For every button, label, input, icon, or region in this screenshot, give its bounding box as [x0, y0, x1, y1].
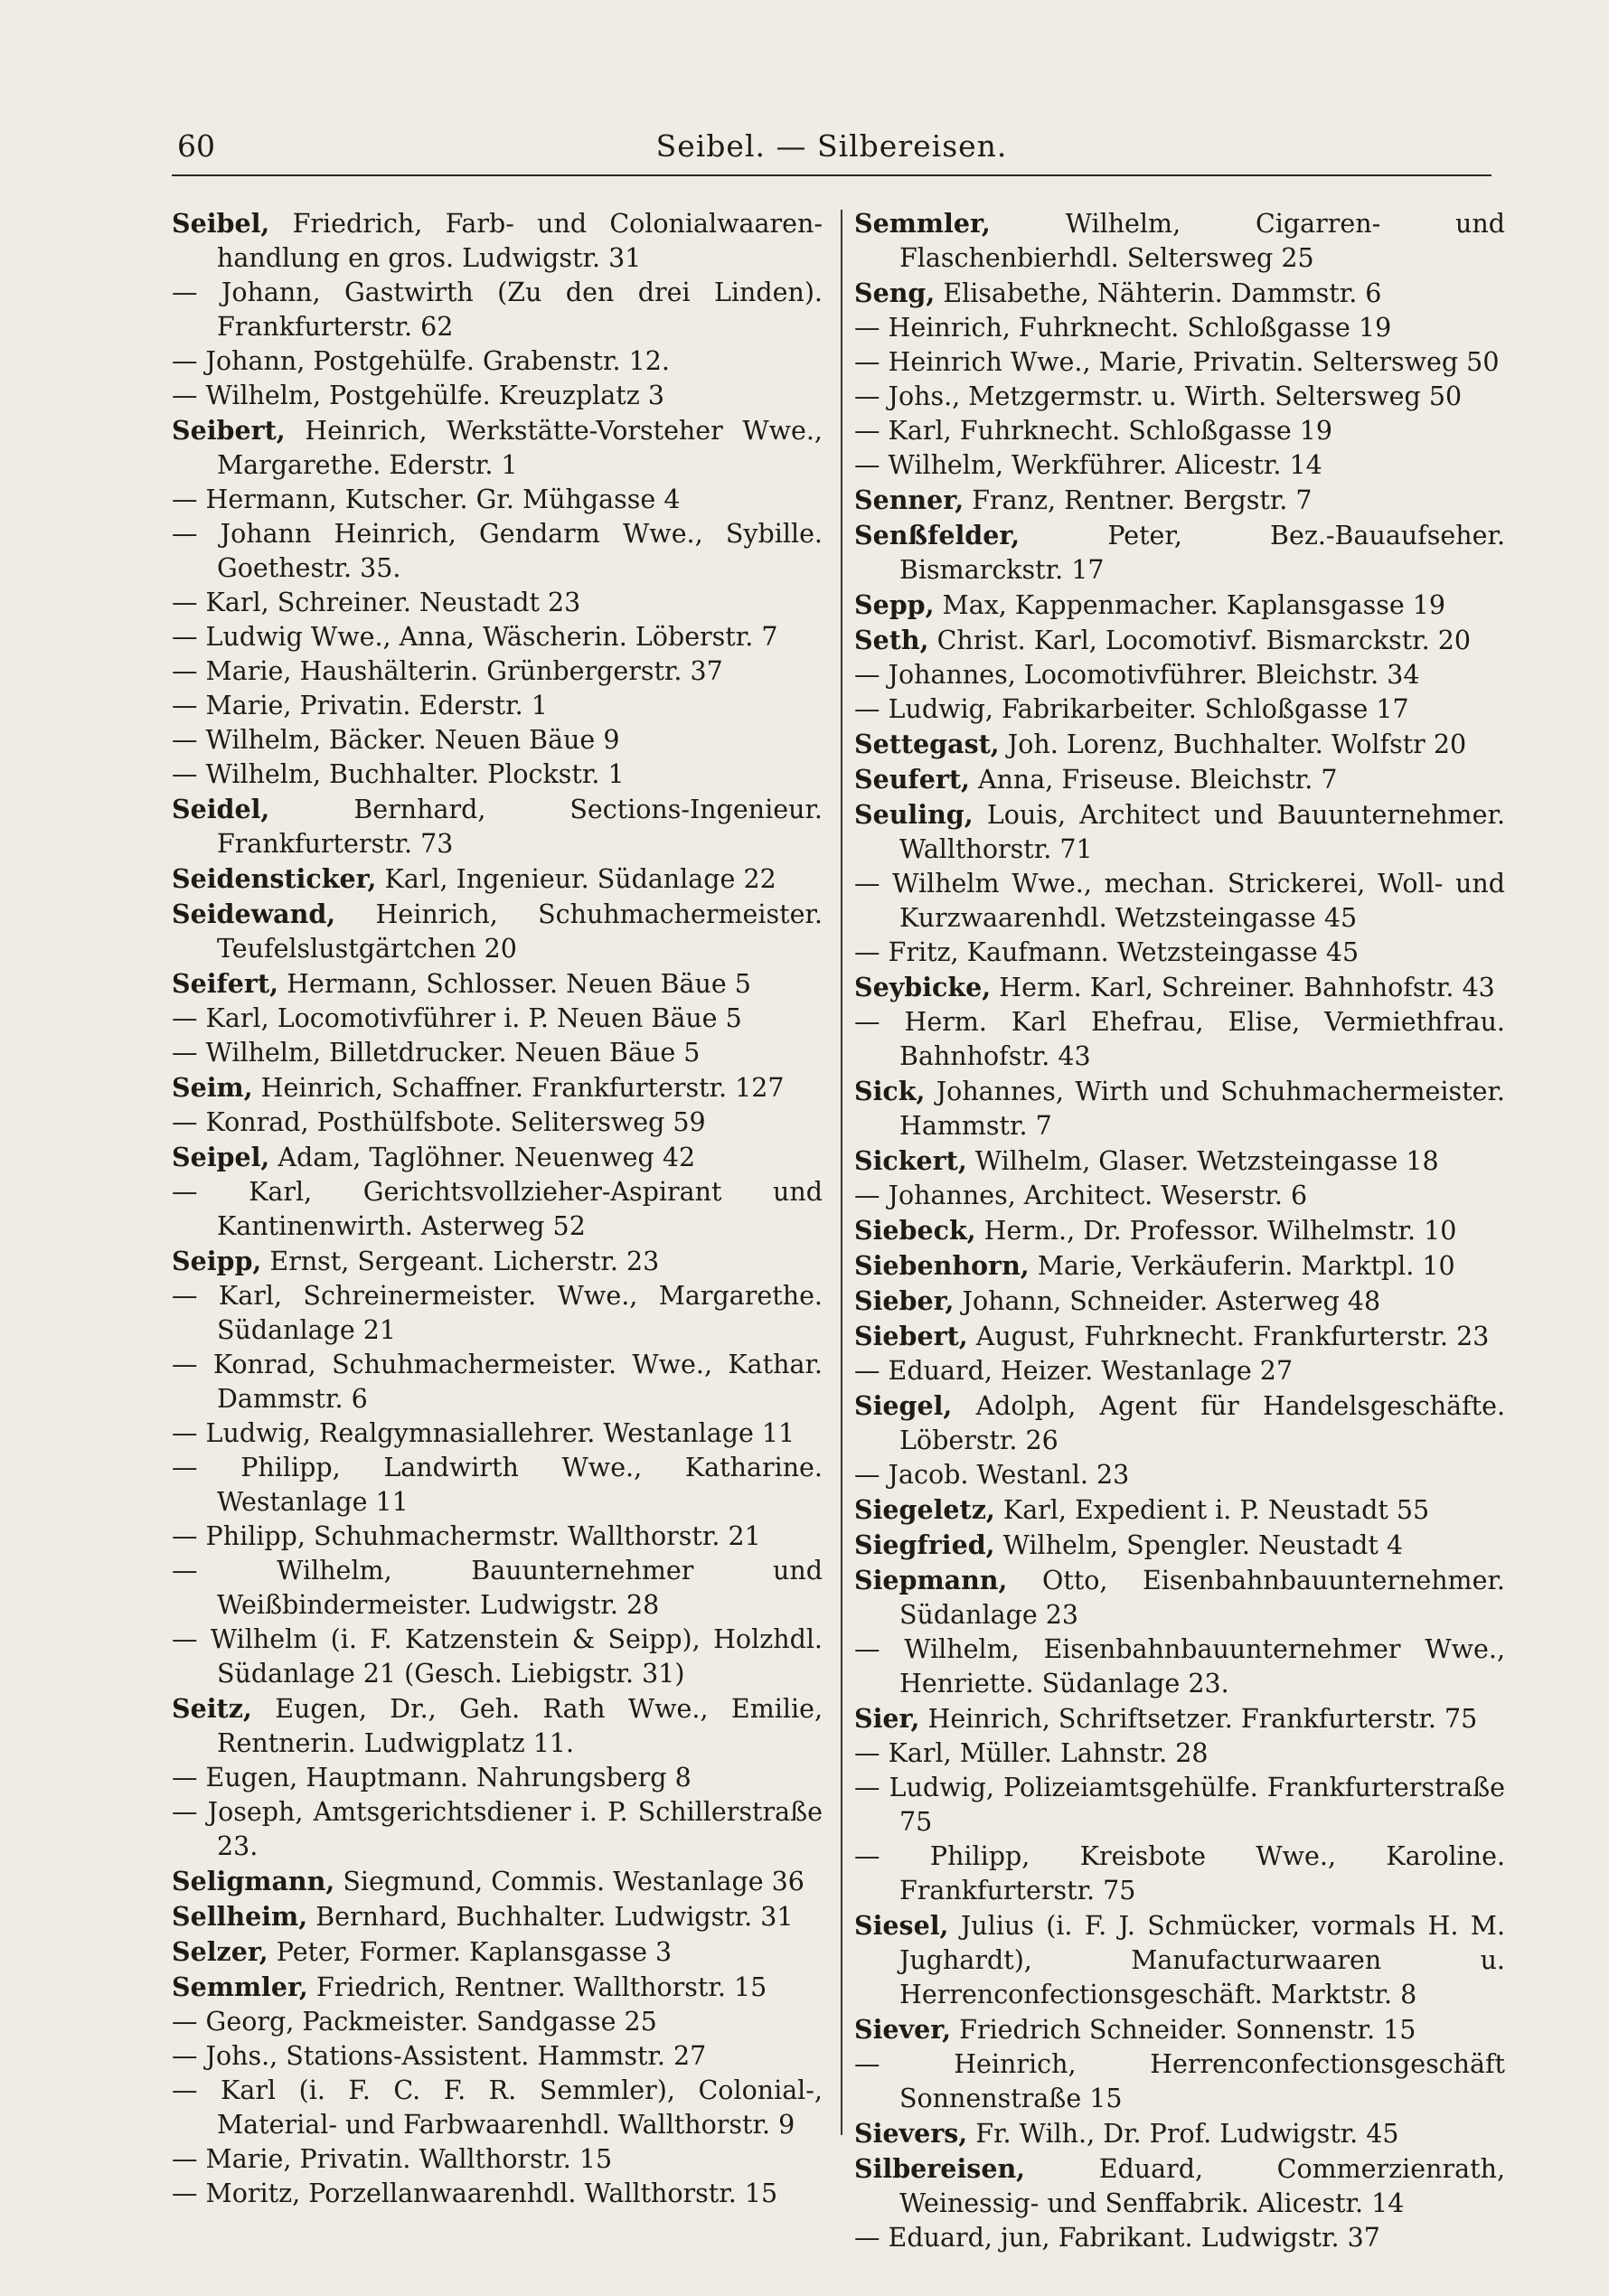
entry-text: — Karl, Gerichtsvollzieher-Aspirant und Kantinenwirth. Asterweg 52 [172, 1177, 823, 1241]
directory-entry [854, 1388, 1505, 1458]
directory-entry [854, 1736, 1505, 1771]
entry-surname: Semmler, [854, 208, 991, 239]
directory-entry [854, 762, 1505, 797]
entry-surname: Selzer, [172, 1936, 268, 1967]
entry-surname: Senner, [854, 485, 964, 515]
directory-entry [854, 1701, 1505, 1736]
entry-text: — Heinrich, Fuhrknecht. Schloßgasse 19 [854, 313, 1392, 343]
directory-entry [854, 692, 1505, 727]
entry-surname: Seipp, [172, 1246, 262, 1276]
entry-surname: Siesel, [854, 1910, 949, 1941]
directory-entry [172, 654, 823, 689]
entry-text: — Johann, Postgehülfe. Grabenstr. 12. [172, 346, 670, 376]
entry-surname: Seidewand, [172, 899, 336, 929]
entry-text: — Karl, Schreinermeister. Wwe., Margarethe. Südanlage 21 [172, 1281, 823, 1345]
directory-entry [854, 658, 1505, 692]
entry-surname: Seligmann, [172, 1866, 335, 1896]
directory-entry [172, 1970, 823, 2005]
entry-text: — Wilhelm Wwe., mechan. Strickerei, Woll- und Kurzwaarenhdl. Wetzsteingasse 45 [854, 869, 1505, 933]
entry-text: Joh. Lorenz, Buchhalter. Wolfstr 20 [999, 729, 1467, 759]
entry-surname: Seibert, [172, 415, 286, 446]
entry-text: — Jacob. Westanl. 23 [854, 1460, 1130, 1490]
directory-entry [854, 1213, 1505, 1248]
entry-text: — Konrad, Schuhmachermeister. Wwe., Kathar. Dammstr. 6 [172, 1350, 823, 1414]
entry-surname: Sier, [854, 1703, 920, 1734]
entry-surname: Seufert, [854, 764, 970, 795]
directory-entry [854, 518, 1505, 588]
entry-text: — Karl, Müller. Lahnstr. 28 [854, 1738, 1209, 1768]
directory-entry [172, 206, 823, 276]
entry-text: Heinrich, Schuhmachermeister. Teufelslustgärtchen 20 [217, 899, 823, 964]
directory-entry [172, 1520, 823, 1554]
entry-text: Otto, Eisenbahnbauunternehmer. Südanlage 23 [899, 1566, 1505, 1630]
entry-text: — Karl, Schreiner. Neustadt 23 [172, 588, 581, 617]
entry-surname: Seipel, [172, 1142, 270, 1172]
directory-entry [854, 414, 1505, 448]
entry-surname: Siegel, [854, 1390, 953, 1421]
entry-surname: Sick, [854, 1076, 926, 1106]
directory-entry [854, 380, 1505, 414]
entry-text: — Heinrich, Herrenconfectionsgeschäft Sonnenstraße 15 [854, 2049, 1505, 2113]
directory-entry [172, 1761, 823, 1795]
entry-text: Johann, Schneider. Asterweg 48 [954, 1286, 1381, 1316]
entry-text: — Johs., Stations-Assistent. Hammstr. 27 [172, 2041, 707, 2071]
entry-surname: Seuling, [854, 799, 974, 830]
entry-text: Marie, Verkäuferin. Marktpl. 10 [1029, 1251, 1455, 1281]
entry-text: Eugen, Dr., Geh. Rath Wwe., Emilie, Rentnerin. Ludwigplatz 11. [217, 1694, 823, 1758]
entry-text: Adolph, Agent für Handelsgeschäfte. Löberstr. 26 [899, 1391, 1505, 1455]
entry-text: — Moritz, Porzellanwaarenhdl. Wallthorstr. 15 [172, 2178, 778, 2208]
entry-text: Herm. Karl, Schreiner. Bahnhofstr. 43 [991, 973, 1495, 1002]
directory-entry [172, 792, 823, 861]
directory-entry [172, 897, 823, 966]
entry-surname: Siegeletz, [854, 1494, 995, 1525]
entry-surname: Seitz, [172, 1693, 252, 1724]
directory-entry [854, 1492, 1505, 1528]
entry-surname: Seibel, [172, 208, 270, 239]
entry-text: — Eduard, jun, Fabrikant. Ludwigstr. 37 [854, 2223, 1380, 2253]
directory-entry [172, 344, 823, 379]
entry-surname: Siebeck, [854, 1215, 976, 1246]
entry-text: Johannes, Wirth und Schuhmachermeister. Hammstr. 7 [899, 1077, 1505, 1141]
entry-surname: Seybicke, [854, 972, 992, 1002]
entry-text: — Joseph, Amtsgerichtsdiener i. P. Schillerstraße 23. [172, 1797, 823, 1861]
entry-surname: Seifert, [172, 968, 279, 999]
entry-text: — Wilhelm, Postgehülfe. Kreuzplatz 3 [172, 381, 664, 410]
entry-text: Friedrich, Rentner. Wallthorstr. 15 [307, 1972, 767, 2002]
entry-surname: Sievers, [854, 2118, 968, 2149]
entry-surname: Sellheim, [172, 1901, 308, 1932]
directory-entry [854, 2047, 1505, 2116]
directory-entry [854, 1908, 1505, 2012]
entry-text: Bernhard, Sections-Ingenieur. Frankfurterstr. 73 [217, 795, 823, 859]
directory-entry [854, 1284, 1505, 1319]
entry-surname: Silbereisen, [854, 2153, 1026, 2184]
directory-entry [854, 448, 1505, 483]
entry-text: Anna, Friseuse. Bleichstr. 7 [969, 765, 1338, 795]
entry-text: — Marie, Privatin. Ederstr. 1 [172, 691, 548, 720]
entry-text: — Karl (i. F. C. F. R. Semmler), Colonial-, Material- und Farbwaarenhdl. Wallthorstr. 9 [172, 2075, 823, 2140]
directory-entry [854, 588, 1505, 623]
directory-entry [854, 1074, 1505, 1143]
directory-entry [854, 1771, 1505, 1840]
entry-text: — Wilhelm, Billetdrucker. Neuen Bäue 5 [172, 1038, 701, 1068]
directory-entry [172, 1554, 823, 1623]
entry-surname: Sepp, [854, 589, 935, 620]
entry-text: — Wilhelm, Bauunternehmer und Weißbindermeister. Ludwigstr. 28 [172, 1556, 823, 1620]
directory-entry [172, 1279, 823, 1348]
entry-text: — Karl, Fuhrknecht. Schloßgasse 19 [854, 416, 1333, 446]
entry-text: — Eugen, Hauptmann. Nahrungsberg 8 [172, 1763, 692, 1793]
entry-text: — Philipp, Landwirth Wwe., Katharine. Westanlage 11 [172, 1453, 823, 1517]
directory-entry [854, 1143, 1505, 1179]
directory-entry [172, 620, 823, 654]
entry-surname: Siepmann, [854, 1565, 1008, 1595]
directory-entry [854, 867, 1505, 936]
entry-surname: Seidensticker, [172, 863, 377, 894]
directory-entry [172, 2039, 823, 2074]
directory-entry [854, 1633, 1505, 1701]
entry-text: Wilhelm, Spengler. Neustadt 4 [994, 1530, 1404, 1560]
directory-entry [854, 970, 1505, 1005]
entry-text: Bernhard, Buchhalter. Ludwigstr. 31 [307, 1902, 794, 1932]
directory-entry [172, 1244, 823, 1279]
directory-entry [854, 797, 1505, 867]
column-divider [841, 210, 842, 2135]
directory-entry [854, 2151, 1505, 2221]
directory-entry [172, 379, 823, 413]
directory-entry [172, 966, 823, 1002]
header-rule [172, 174, 1491, 176]
entry-text: Friedrich Schneider. Sonnenstr. 15 [951, 2015, 1416, 2045]
directory-entry [172, 2142, 823, 2177]
directory-entry [172, 1691, 823, 1761]
entry-text: — Konrad, Posthülfsbote. Selitersweg 59 [172, 1107, 706, 1137]
entry-text: — Ludwig, Polizeiamtsgehülfe. Frankfurterstraße 75 [854, 1773, 1505, 1837]
entry-text: — Johannes, Architect. Weserstr. 6 [854, 1181, 1308, 1210]
entry-surname: Seth, [854, 625, 929, 655]
directory-entry [854, 483, 1505, 518]
entry-text: — Johann, Gastwirth (Zu den drei Linden). Frankfurterstr. 62 [172, 278, 823, 342]
entry-text: — Fritz, Kaufmann. Wetzsteingasse 45 [854, 937, 1360, 967]
entry-surname: Semmler, [172, 1971, 308, 2002]
entry-text: — Johs., Metzgermstr. u. Wirth. Seltersweg 50 [854, 381, 1463, 411]
directory-entry [172, 723, 823, 757]
entry-surname: Senßfelder, [854, 520, 1021, 550]
entry-text: Julius (i. F. J. Schmücker, vormals H. M. Jughardt), Manufacturwaaren u. Herrenconfectionsgeschäft. Marktstr. 8 [899, 1911, 1505, 2009]
entry-text: Heinrich, Werkstätte-Vorsteher Wwe., Margarethe. Ederstr. 1 [217, 416, 823, 480]
entry-text: Max, Kappenmacher. Kaplansgasse 19 [934, 590, 1446, 620]
directory-entry [172, 689, 823, 723]
directory-entry [172, 1106, 823, 1140]
directory-entry [172, 757, 823, 792]
entry-text: — Johannes, Locomotivführer. Bleichstr. 34 [854, 660, 1420, 690]
directory-entry [172, 1416, 823, 1451]
directory-entry [854, 276, 1505, 311]
entry-surname: Seng, [854, 278, 936, 308]
entry-text: — Heinrich Wwe., Marie, Privatin. Seltersweg 50 [854, 347, 1500, 377]
entry-text: Louis, Architect und Bauunternehmer. Wallthorstr. 71 [899, 800, 1505, 864]
directory-entry [854, 345, 1505, 380]
directory-entry [854, 1840, 1505, 1908]
directory-entry [172, 2074, 823, 2142]
entry-text: Herm., Dr. Professor. Wilhelmstr. 10 [975, 1216, 1457, 1246]
entry-text: — Ludwig, Realgymnasiallehrer. Westanlage 11 [172, 1418, 795, 1448]
entry-text: — Wilhelm, Werkführer. Alicestr. 14 [854, 450, 1322, 480]
entry-text: Wilhelm, Glaser. Wetzsteingasse 18 [966, 1146, 1439, 1176]
entry-text: — Hermann, Kutscher. Gr. Mühgasse 4 [172, 485, 681, 514]
left-column [172, 206, 823, 2211]
directory-entry [854, 206, 1505, 276]
directory-entry [172, 1934, 823, 1970]
directory-entry [172, 1899, 823, 1934]
entry-text: — Wilhelm (i. F. Katzenstein & Seipp), Holzhdl. Südanlage 21 (Gesch. Liebigstr. 31) [172, 1624, 823, 1689]
entry-text: — Marie, Privatin. Wallthorstr. 15 [172, 2144, 613, 2174]
directory-entry [172, 276, 823, 344]
entry-text: — Eduard, Heizer. Westanlage 27 [854, 1356, 1294, 1386]
directory-entry [172, 2005, 823, 2039]
directory-entry [854, 1179, 1505, 1213]
entry-text: Siegmund, Commis. Westanlage 36 [334, 1867, 804, 1896]
directory-entry [172, 517, 823, 586]
entry-text: Karl, Expedient i. P. Neustadt 55 [994, 1495, 1430, 1525]
entry-text: — Marie, Haushälterin. Grünbergerstr. 37 [172, 656, 723, 686]
directory-entry [172, 1623, 823, 1691]
entry-text: Franz, Rentner. Bergstr. 7 [964, 485, 1313, 515]
entry-text: — Wilhelm, Bäcker. Neuen Bäue 9 [172, 725, 620, 755]
entry-surname: Siebert, [854, 1321, 968, 1351]
directory-entry [172, 586, 823, 620]
entry-text: Peter, Former. Kaplansgasse 3 [268, 1937, 673, 1967]
entry-text: Heinrich, Schriftsetzer. Frankfurterstr. 75 [919, 1704, 1478, 1734]
directory-entry [172, 1140, 823, 1175]
entry-text: Ernst, Sergeant. Licherstr. 23 [261, 1247, 660, 1276]
page-header [172, 125, 1491, 170]
directory-entry [854, 1528, 1505, 1563]
directory-entry [172, 1795, 823, 1864]
directory-entry [172, 2177, 823, 2211]
directory-entry [172, 861, 823, 897]
directory-entry [172, 1036, 823, 1070]
entry-text: August, Fuhrknecht. Frankfurterstr. 23 [967, 1322, 1490, 1351]
entry-surname: Sieber, [854, 1285, 955, 1316]
directory-entry [854, 727, 1505, 762]
entry-surname: Siever, [854, 2014, 952, 2045]
directory-entry [172, 1348, 823, 1416]
entry-text: Fr. Wilh., Dr. Prof. Ludwigstr. 45 [967, 2119, 1399, 2149]
entry-text: Eduard, Commerzienrath, Weinessig- und Senffabrik. Alicestr. 14 [899, 2154, 1505, 2218]
directory-entry [172, 413, 823, 483]
directory-entry [854, 1248, 1505, 1284]
page-number: 60 [177, 128, 215, 164]
directory-entry [854, 1563, 1505, 1633]
directory-entry [854, 936, 1505, 970]
directory-entry [172, 1864, 823, 1899]
entry-text: Heinrich, Schaffner. Frankfurterstr. 127 [252, 1073, 785, 1103]
entry-text: Adam, Taglöhner. Neuenweg 42 [269, 1143, 696, 1172]
entry-text: — Ludwig Wwe., Anna, Wäscherin. Löberstr. 7 [172, 622, 778, 652]
directory-entry [854, 311, 1505, 345]
entry-text: — Philipp, Kreisbote Wwe., Karoline. Frankfurterstr. 75 [854, 1841, 1505, 1905]
directory-entry [854, 1005, 1505, 1074]
directory-entry [854, 1354, 1505, 1388]
entry-surname: Seidel, [172, 794, 270, 824]
directory-entry [172, 1451, 823, 1520]
entry-text: Peter, Bez.-Bauaufseher. Bismarckstr. 17 [899, 521, 1505, 585]
entry-text: Elisabethe, Nähterin. Dammstr. 6 [935, 278, 1382, 308]
directory-entry [854, 623, 1505, 658]
entry-surname: Seim, [172, 1072, 253, 1103]
entry-surname: Siegfried, [854, 1529, 995, 1560]
entry-text: — Philipp, Schuhmachermstr. Wallthorstr. 21 [172, 1521, 761, 1551]
directory-entry [172, 483, 823, 517]
entry-text: — Herm. Karl Ehefrau, Elise, Vermiethfrau. Bahnhofstr. 43 [854, 1007, 1505, 1071]
entry-text: Karl, Ingenieur. Südanlage 22 [376, 864, 776, 894]
entry-surname: Siebenhorn, [854, 1250, 1030, 1281]
entry-surname: Settegast, [854, 729, 1000, 759]
directory-entry [172, 1002, 823, 1036]
directory-entry [854, 2116, 1505, 2151]
entry-text: — Wilhelm, Buchhalter. Plockstr. 1 [172, 759, 625, 789]
directory-entry [854, 2012, 1505, 2047]
entry-text: — Ludwig, Fabrikarbeiter. Schloßgasse 17 [854, 694, 1409, 724]
entry-text: Christ. Karl, Locomotivf. Bismarckstr. 20 [928, 626, 1472, 655]
entry-text: Friedrich, Farb- und Colonialwaaren-handlung en gros. Ludwigstr. 31 [217, 209, 823, 273]
right-column [854, 206, 1505, 2255]
entry-surname: Sickert, [854, 1145, 967, 1176]
entry-text: — Johann Heinrich, Gendarm Wwe., Sybille. Goethestr. 35. [172, 519, 823, 583]
entry-text: — Georg, Packmeister. Sandgasse 25 [172, 2007, 657, 2037]
directory-entry [854, 1319, 1505, 1354]
directory-entry [172, 1070, 823, 1106]
entry-text: Hermann, Schlosser. Neuen Bäue 5 [278, 969, 751, 999]
entry-text: — Karl, Locomotivführer i. P. Neuen Bäue 5 [172, 1003, 742, 1033]
directory-entry [854, 2221, 1505, 2255]
directory-entry [854, 1458, 1505, 1492]
entry-text: — Wilhelm, Eisenbahnbauunternehmer Wwe., Henriette. Südanlage 23. [854, 1634, 1505, 1698]
directory-entry [172, 1175, 823, 1244]
entry-text: Wilhelm, Cigarren- und Flaschenbierhdl. Seltersweg 25 [899, 209, 1505, 273]
running-title: Seibel. — Silbereisen. [655, 128, 1008, 164]
